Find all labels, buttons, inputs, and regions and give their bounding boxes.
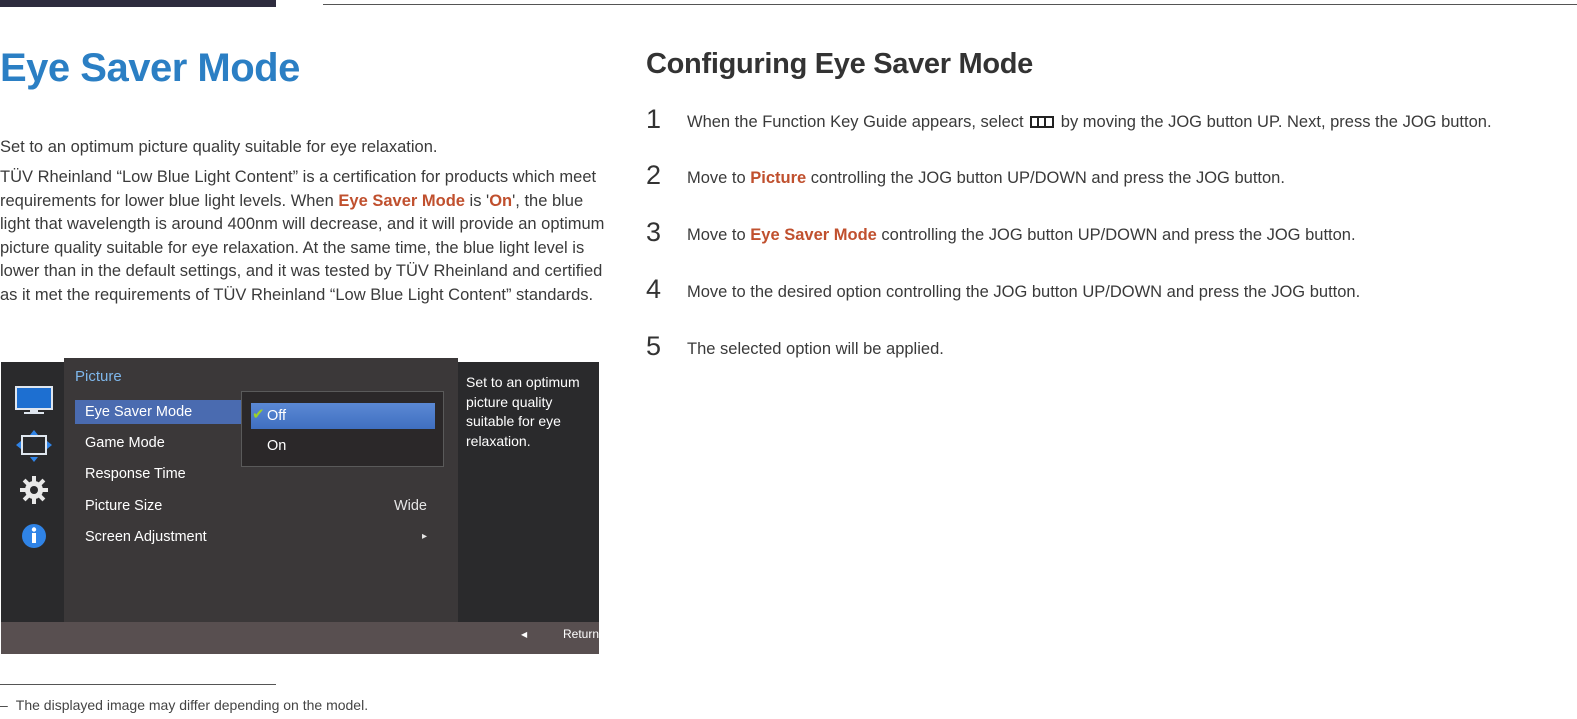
step-number: 5	[646, 331, 662, 361]
eye-saver-mode-highlight: Eye Saver Mode	[338, 191, 465, 210]
osd-screenshot	[0, 358, 600, 654]
description-text: ', the blue light that wavelength is around 400nm will decrease, and it will provide an optimum picture quality suitable for eye relaxation. At the same time, the blue light level is lower than in the default settings, and it was tested by TÜV Rheinland and certified as it met the requirements of TÜV Rheinland “Low Blue Light Content” standards.	[0, 191, 605, 304]
menu-item-picture-size[interactable]	[75, 494, 445, 518]
menu-item-label: Screen Adjustment	[85, 529, 207, 545]
menu-item-label: Response Time	[85, 466, 186, 482]
return-button[interactable]: Return	[563, 627, 600, 641]
checkmark-icon: ✔	[252, 406, 265, 423]
step-number: 3	[646, 217, 662, 247]
footnote-rule	[0, 684, 276, 685]
picture-size-value: Wide	[393, 498, 427, 514]
step-text-part: Move to	[687, 226, 751, 244]
info-icon	[14, 518, 54, 554]
step-number: 2	[646, 160, 662, 190]
footnote	[0, 697, 368, 713]
on-highlight: On	[489, 191, 513, 210]
step-text: Move to the desired option controlling the JOG button UP/DOWN and press the JOG button.	[687, 283, 1361, 301]
picture-size-icon	[14, 428, 54, 464]
menu-icon	[1030, 116, 1054, 128]
intro-text: Set to an optimum picture quality suitable for eye relaxation.	[0, 138, 438, 156]
footnote-text: The displayed image may differ depending on the model.	[15, 697, 369, 713]
step-text-part: by moving the JOG button UP. Next, press the JOG button.	[1056, 113, 1492, 131]
menu-item-screen-adjustment[interactable]	[75, 525, 445, 549]
option-off[interactable]	[251, 403, 435, 429]
eye-saver-mode-options	[241, 391, 444, 467]
description-text: is '	[464, 191, 490, 210]
description-text: TÜV Rheinland “Low Blue Light Content” is a certification for products which meet requirements for lower blue light levels. When	[0, 168, 597, 210]
return-arrow-icon: ◀	[521, 630, 528, 639]
step-text-part: controlling the JOG button UP/DOWN and press the JOG button.	[876, 226, 1356, 244]
step-text: The selected option will be applied.	[687, 340, 944, 358]
footnote-dash: –	[0, 697, 8, 713]
option-on[interactable]	[251, 433, 435, 459]
step-text-part: When the Function Key Guide appears, select	[687, 113, 1029, 131]
page-title: Eye Saver Mode	[0, 46, 300, 90]
menu-item-label: Picture Size	[85, 498, 163, 514]
step-text	[687, 226, 1356, 245]
menu-item-label: Eye Saver Mode	[85, 404, 193, 420]
submenu-arrow-icon: ▸	[421, 531, 427, 542]
step-text-part: Move to	[687, 169, 751, 187]
section-title: Configuring Eye Saver Mode	[646, 48, 1033, 80]
osd-bottom-bar	[1, 622, 599, 654]
osd-help-text: Set to an optimum picture quality suitable for eye relaxation.	[466, 374, 580, 449]
step-text	[687, 113, 1492, 132]
option-label: Off	[267, 408, 287, 424]
menu-item-label: Game Mode	[85, 435, 165, 451]
option-label: On	[267, 438, 287, 454]
gear-icon	[14, 472, 54, 508]
menu-item-eye-saver-mode[interactable]	[75, 400, 247, 424]
eye-saver-mode-highlight: Eye Saver Mode	[750, 226, 877, 244]
monitor-icon	[14, 382, 54, 418]
step-number: 4	[646, 274, 662, 304]
step-text	[687, 169, 1285, 188]
description-paragraph	[0, 166, 605, 307]
step-number: 1	[646, 104, 662, 134]
step-text-part: controlling the JOG button UP/DOWN and press the JOG button.	[806, 169, 1285, 187]
header-tab-bar	[0, 0, 276, 7]
menu-title: Picture	[75, 368, 122, 385]
header-rule	[323, 4, 1577, 5]
picture-highlight: Picture	[750, 169, 807, 187]
